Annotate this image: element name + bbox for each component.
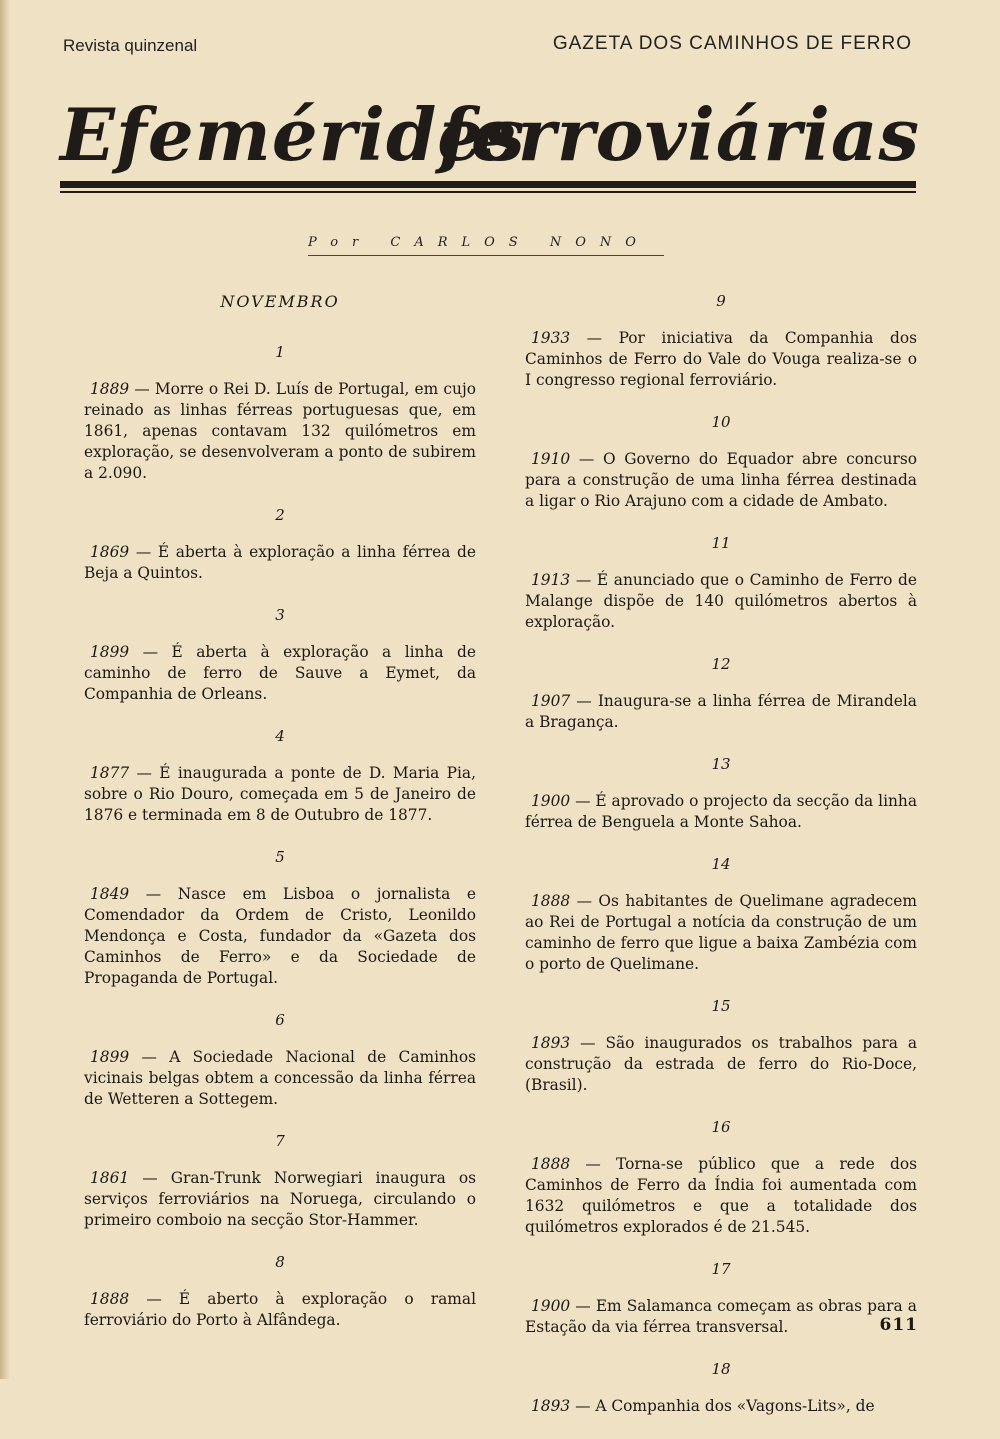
entry-dash: — <box>129 1169 171 1187</box>
entry-dash: — <box>129 1290 179 1308</box>
article-title <box>60 92 920 192</box>
entry-text: O Governo do Equador abre concurso para a construção de uma linha férrea destinada a ligar o Rio Arajuno com a cidade de Ambato. <box>525 450 917 510</box>
entry-year: 1849 <box>90 885 130 903</box>
day-number: 15 <box>711 997 731 1015</box>
day-number: 3 <box>275 606 285 624</box>
day-number: 1 <box>275 343 285 361</box>
entry-text: Torna-se público que a rede dos Caminhos de Ferro da Índia foi aumentada com 1632 quilómetros e que a totalidade dos quilómetros explorados é de 21.545. <box>525 1155 917 1236</box>
entry-year: 1861 <box>90 1169 130 1187</box>
entry-year: 1889 <box>90 380 130 398</box>
entry-year: 1893 <box>531 1034 571 1052</box>
entry-year: 1900 <box>531 1297 571 1315</box>
title-rule-thin <box>60 191 916 193</box>
entry-year: 1899 <box>90 1048 130 1066</box>
entry-text: Os habitantes de Quelimane agradecem ao Rei de Portugal a notícia da construção de um caminho de ferro que ligue a baixa Zambézia com o porto de Quelimane. <box>525 892 917 973</box>
entry-text: É anunciado que o Caminho de Ferro de Malange dispõe de 140 quilómetros abertos à exploração. <box>525 571 917 631</box>
entry-year: 1910 <box>531 450 571 468</box>
entry-year: 1869 <box>90 543 130 561</box>
entry-dash: — <box>570 792 596 810</box>
entry-text: A Sociedade Nacional de Caminhos vicinais belgas obtem a concessão da linha férrea de Wetteren a Sottegem. <box>84 1048 476 1108</box>
entry-dash: — <box>570 329 619 347</box>
article-title-word-2: ferroviárias <box>439 92 920 177</box>
day-number: 5 <box>275 848 285 866</box>
chronology-entry <box>525 449 917 512</box>
byline-rule <box>308 255 664 256</box>
entry-dash: — <box>570 1034 606 1052</box>
entry-text: A Companhia dos «Vagons-Lits», de <box>595 1397 875 1415</box>
right-entry-list <box>525 292 917 1417</box>
day-number: 4 <box>275 727 285 745</box>
day-number: 11 <box>711 534 731 552</box>
entry-dash: — <box>570 1397 596 1415</box>
left-entry-list <box>84 343 476 1331</box>
entry-text: Morre o Rei D. Luís de Portugal, em cujo reinado as linhas férreas portuguesas que, em 1861, apenas contavam 132 quilómetros em exploração, se desenvolveram a ponto de subirem a 2.090. <box>84 380 476 482</box>
entry-year: 1888 <box>531 892 571 910</box>
entry-dash: — <box>570 450 603 468</box>
title-rule-thick <box>60 181 916 188</box>
chronology-entry <box>525 691 917 733</box>
entry-year: 1888 <box>90 1290 130 1308</box>
day-number: 18 <box>711 1360 731 1378</box>
entry-text: Nasce em Lisboa o jornalista e Comendador da Ordem de Cristo, Leonildo Mendonça e Costa, fundador da «Gazeta dos Caminhos de Ferro» e da Sociedade de Propaganda de Portugal. <box>84 885 476 987</box>
entry-text: Em Salamanca começam as obras para a Estação da via férrea transversal. <box>525 1297 917 1336</box>
entry-text: É aberta à exploração a linha de caminho de ferro de Sauve a Eymet, da Companhia de Orleans. <box>84 643 476 703</box>
page-edge <box>0 0 10 1379</box>
chronology-entry <box>84 642 476 705</box>
chronology-entry <box>525 891 917 975</box>
page-number: 611 <box>879 1315 918 1335</box>
entry-dash: — <box>570 1155 617 1173</box>
article-title-word-1: Efemérides <box>60 92 526 177</box>
byline: Por CARLOS NONO <box>308 235 650 250</box>
chronology-entry <box>84 763 476 826</box>
entry-text: É aberto à exploração o ramal ferroviário do Porto à Alfândega. <box>84 1290 476 1329</box>
entry-dash: — <box>129 1048 170 1066</box>
entry-dash: — <box>129 885 178 903</box>
month-heading: NOVEMBRO <box>220 292 340 311</box>
chronology-entry <box>84 884 476 989</box>
entry-year: 1933 <box>531 329 571 347</box>
day-number: 14 <box>711 855 731 873</box>
day-number: 7 <box>275 1132 285 1150</box>
entry-year: 1877 <box>90 764 130 782</box>
left-column <box>84 292 476 1353</box>
entry-text: Gran-Trunk Norwegiari inaugura os serviços ferroviários na Noruega, circulando o primeiro comboio na secção Stor-Hammer. <box>84 1169 477 1229</box>
entry-year: 1907 <box>531 692 571 710</box>
day-number: 12 <box>711 655 731 673</box>
day-number: 16 <box>711 1118 731 1136</box>
entry-dash: — <box>129 764 160 782</box>
chronology-entry <box>525 791 917 833</box>
entry-text: É aprovado o projecto da secção da linha férrea de Benguela a Monte Sahoa. <box>525 792 917 831</box>
entry-text: É aberta à exploração a linha férrea de Beja a Quintos. <box>84 543 476 582</box>
entry-text: É inaugurada a ponte de D. Maria Pia, sobre o Rio Douro, começada em 5 de Janeiro de 1876 e terminada em 8 de Outubro de 1877. <box>84 764 476 824</box>
entry-dash: — <box>129 380 155 398</box>
right-column <box>525 292 917 1439</box>
entry-text: Inaugura-se a linha férrea de Mirandela a Bragança. <box>525 692 917 731</box>
day-number: 9 <box>716 292 726 310</box>
entry-dash: — <box>129 543 158 561</box>
entry-dash: — <box>570 1297 596 1315</box>
chronology-entry <box>84 379 476 484</box>
chronology-entry <box>525 1033 917 1096</box>
chronology-entry <box>84 1047 476 1110</box>
chronology-entry <box>525 1396 917 1417</box>
chronology-entry <box>84 1289 476 1331</box>
entry-dash: — <box>570 571 597 589</box>
chronology-entry <box>84 1168 476 1231</box>
entry-year: 1899 <box>90 643 130 661</box>
publication-title: GAZETA DOS CAMINHOS DE FERRO <box>552 33 912 54</box>
entry-year: 1913 <box>531 571 571 589</box>
day-number: 13 <box>711 755 731 773</box>
day-number: 8 <box>275 1253 285 1271</box>
chronology-entry <box>525 1154 917 1238</box>
entry-dash: — <box>570 692 598 710</box>
entry-text: São inaugurados os trabalhos para a construção da estrada de ferro do Rio-Doce, (Brasil). <box>525 1034 917 1094</box>
entry-year: 1900 <box>531 792 571 810</box>
chronology-entry <box>525 570 917 633</box>
entry-dash: — <box>570 892 599 910</box>
periodicity-label: Revista quinzenal <box>63 36 198 55</box>
chronology-entry <box>525 1296 917 1338</box>
day-number: 17 <box>711 1260 731 1278</box>
day-number: 2 <box>275 506 285 524</box>
entry-year: 1893 <box>531 1397 571 1415</box>
day-number: 10 <box>711 413 731 431</box>
entry-year: 1888 <box>531 1155 571 1173</box>
entry-text: Por iniciativa da Companhia dos Caminhos de Ferro do Vale do Vouga realiza-se o I congresso regional ferroviário. <box>525 329 917 389</box>
day-number: 6 <box>275 1011 285 1029</box>
chronology-entry <box>84 542 476 584</box>
entry-dash: — <box>129 643 172 661</box>
chronology-entry <box>525 328 917 391</box>
